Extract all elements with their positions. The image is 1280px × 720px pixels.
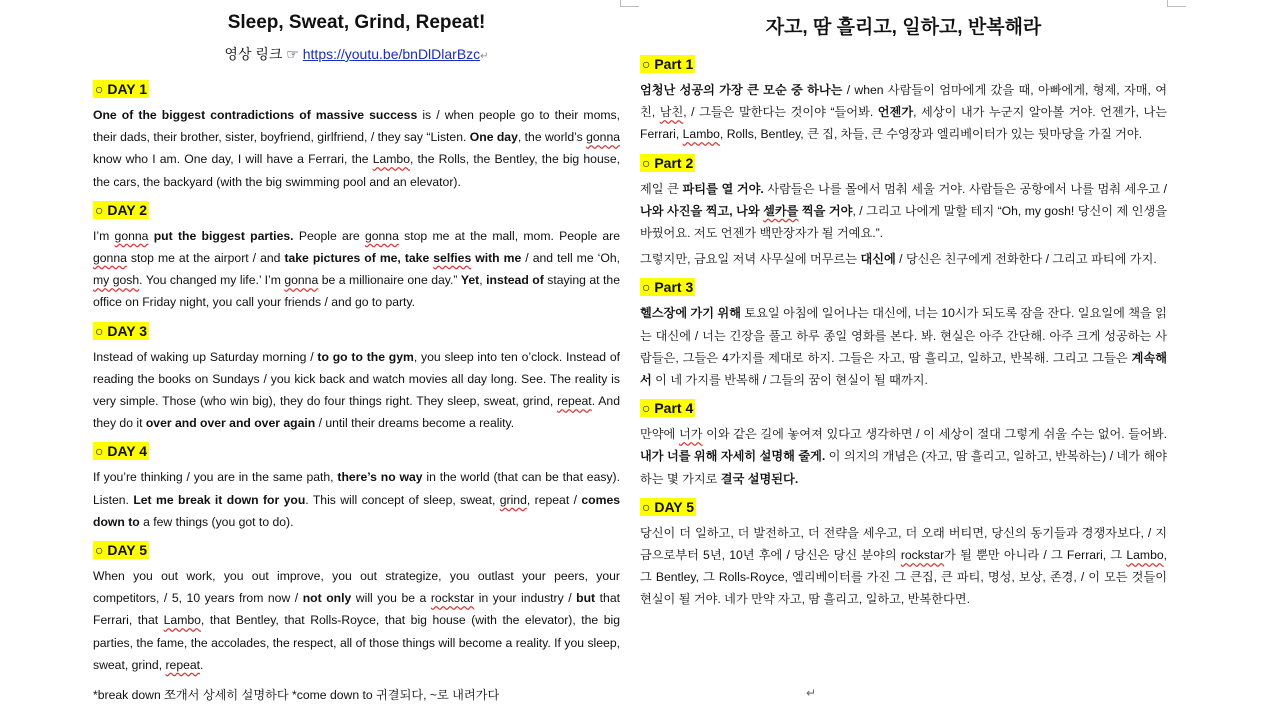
- part-heading: ○ Part 4: [642, 400, 694, 417]
- day-heading: ○ DAY 3: [95, 322, 148, 339]
- paragraph-mark-icon: ↵: [806, 686, 817, 700]
- video-link[interactable]: https://youtu.be/bnDlDlarBzc: [302, 46, 481, 62]
- korean-paragraph: 그렇지만, 금요일 저녁 사무실에 머무르는 대신에 / 당신은 친구에게 전화한다 / 그리고 파티에 가지.: [640, 252, 1157, 267]
- english-column: [93, 8, 620, 703]
- video-link-line: 영상 링크 ☞ https://youtu.be/bnDlDlarBzc↵: [224, 46, 489, 62]
- part-heading: ○ Part 3: [642, 279, 694, 296]
- korean-paragraph: 당신이 더 일하고, 더 발전하고, 더 전략을 세우고, 더 오래 버티면, 당신의 동기들과 경쟁자보다, / 지금으로부터 5년, 10년 후에 / 당신은 당신 분야의 rockstar가 될 뿐만 아니라 / 그 Ferrari, 그 Lambo, 그 Bentley, 그 Rolls-Royce, 엘리베이터를 가진 그 큰집, 큰 파티, 명성, 보상, 존경, / 이 모든 것들이 현실이 될 거야. 네가 만약 자고, 땀 흘리고, 일하고, 반복한다면.: [640, 525, 1168, 607]
- english-paragraph: One of the biggest contradictions of massive success is / when people go to their moms, their dads, their brother, sister, boyfriend, girlfriend, / they say “Listen. One day, the world’s gonna know who I am. One day, I will have a Ferrari, the Lambo, the Rolls, the Bentley, the big house, the cars, the backyard (with the big swimming pool and an elevator).: [93, 108, 620, 189]
- english-paragraph: When you out work, you out improve, you out strategize, you outlast your peers, your competitors, / 5, 10 years from now / not only will you be a rockstar in your industry / but that Ferrari, that Lambo, that Bentley, that Rolls-Royce, that big house (with the elevator), the big parties, the fame, the accolades, the respect, all of those things will become a reality. If you sleep, sweat, grind, repeat.: [93, 569, 620, 672]
- part-heading: ○ DAY 5: [642, 498, 695, 515]
- korean-paragraph: 제일 큰 파티를 열 거야. 사람들은 나를 몰에서 멈춰 세울 거야. 사람들은 공항에서 나를 멈춰 세우고 / 나와 사진을 찍고, 나와 셀카를 찍을 거야, / 그리고 나에게 말할 테지 “Oh, my gosh! 당신이 제 인생을 바꿨어요. 저도 언젠가 백만장자가 될 거예요.”.: [640, 181, 1167, 241]
- video-label: 영상 링크 ☞: [224, 46, 299, 62]
- day-heading: ○ DAY 5: [95, 542, 148, 559]
- english-title: Sleep, Sweat, Grind, Repeat!: [227, 12, 486, 33]
- english-paragraph: If you’re thinking / you are in the same path, there’s no way in the world (that can be that easy). Listen. Let me break it down for you. This will concept of sleep, sweat, grind, repeat / comes down to a few things (you got to do).: [93, 470, 621, 529]
- korean-paragraph: 만약에 너가 이와 같은 길에 놓여져 있다고 생각하면 / 이 세상이 절대 그렇게 쉬울 수는 없어. 들어봐. 내가 너를 위해 자세히 설명해 줄게. 이 의지의 개념은 (자고, 땀 흘리고, 일하고, 반복하는) / 네가 해야 하는 몇 가지로 결국 설명된다.: [640, 427, 1167, 486]
- english-sections: [93, 76, 620, 676]
- korean-paragraph: 엄청난 성공의 가장 큰 모순 중 하나는 / when 사람들이 엄마에게 갔을 때, 아빠에게, 형제, 자매, 여친, 남친, / 그들은 말한다는 것이야 “들어봐. 언젠가, 세상이 내가 누군지 알아볼 거야. 언젠가, 나는 Ferrari, Lambo, Rolls, Bentley, 큰 집, 차들, 큰 수영장과 엘리베이터가 있는 뒷마당을 가질 거야.: [640, 83, 1167, 142]
- korean-title: 자고, 땀 흘리고, 일하고, 반복해라: [765, 17, 1042, 38]
- korean-column: [640, 8, 1167, 615]
- vocab-footnote: *break down 쪼개서 상세히 설명하다 *come down to 귀결되다, ~로 내려가다: [93, 688, 500, 703]
- day-heading: ○ DAY 4: [95, 443, 148, 460]
- day-heading: ○ DAY 2: [95, 201, 148, 218]
- english-paragraph: Instead of waking up Saturday morning / to go to the gym, you sleep into ten o’clock. Instead of reading the books on Sundays / you kick back and watch movies all day long. See. The reality is very simple. Those (who win big), they do four things right. They sleep, sweat, grind, repeat. And they do it over and over and over again / until their dreams become a reality.: [93, 349, 620, 431]
- korean-paragraph: 헬스장에 가기 위해 토요일 아침에 일어나는 대신에, 너는 10시가 되도록 잠을 잔다. 일요일에 책을 읽는 대신에 / 너는 긴장을 풀고 하루 종일 영화를 본다. 봐. 현실은 아주 간단해. 아주 크게 성공하는 사람들은, 그들은 4가지를 제대로 하지. 그들은 자고, 땀 흘리고, 일하고, 반복해. 그리고 그들은 계속해서 이 네 가지를 반복해 / 그들의 꿈이 현실이 될 때까지.: [640, 306, 1167, 388]
- english-paragraph: I’m gonna put the biggest parties. People are gonna stop me at the mall, mom. People are gonna stop me at the airport / and take pictures of me, take selfies with me / and tell me ‘Oh, my gosh. You changed my life.’ I’m gonna be a millionaire one day.” Yet, instead of staying at the office on Friday night, you call your friends / and go to party.: [93, 228, 621, 310]
- part-heading: ○ Part 2: [642, 154, 694, 171]
- korean-sections: [640, 51, 1167, 611]
- part-heading: ○ Part 1: [642, 56, 694, 72]
- day-heading: ○ DAY 1: [95, 81, 148, 97]
